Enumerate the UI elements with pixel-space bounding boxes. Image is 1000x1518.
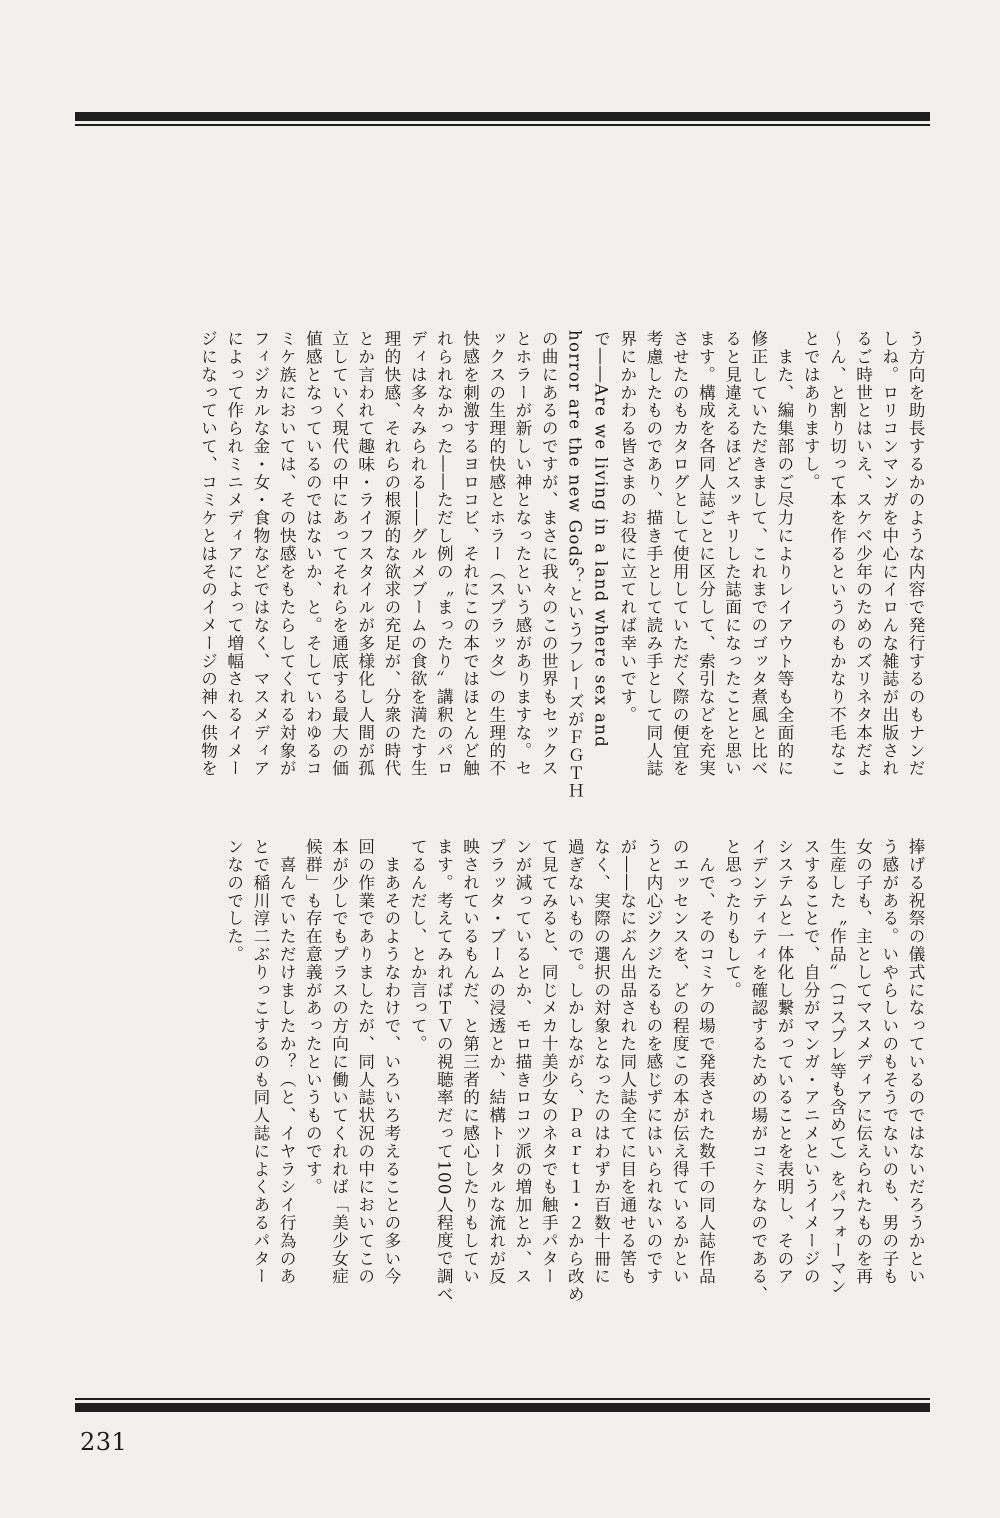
text-line: しね。ロリコンマンガを中心にイロんな雑誌が出版され — [879, 330, 899, 778]
text-line: 界にかかわる皆さまのお役に立てれば幸いです。 — [617, 330, 637, 724]
text-line: が――なにぶん出品された同人誌全てに目を通せる筈も — [617, 838, 637, 1286]
text-line: とで稲川淳二ぶりっこするのも同人誌によくあるパター — [250, 838, 270, 1286]
text-line: れられなかった――ただし例の〝まったり〟講釈のパロ — [434, 330, 454, 778]
text-line: 生産した〝作品〟（コスプレ等も含めて）をパフォーマン — [827, 838, 847, 1296]
text-line: 立していく現代の中にあってそれらを通底する最大の価 — [329, 330, 349, 778]
text-line: で――Are we living in a land where sex and — [591, 330, 611, 749]
text-line: う方向を助長するかのような内容で発行するのもナンだ — [906, 330, 925, 778]
text-line: ディは多々みられる――グルメブームの食欲を満たす生 — [408, 330, 428, 778]
text-line: 考慮したものであり、描き手として読み手として同人誌 — [643, 330, 663, 778]
text-line: させたのもカタログとして使用していただく際の便宜を — [670, 330, 690, 778]
text-line: ックスの生理的快感とホラー（スプラッタ）の生理的不 — [486, 330, 506, 778]
text-line: う感がある。いやらしいのもそうでないのも、男の子も — [879, 838, 899, 1286]
text-line: ると見違えるほどスッキリした誌面になったことと思い — [722, 330, 742, 778]
text-line: ジになっていて、コミケとはそのイメージの神へ供物を — [198, 330, 218, 778]
text-line: 候群」も存在意義があったというものです。 — [303, 838, 323, 1196]
text-line: なく、実際の選択の対象となったのはわずか百数十冊に — [591, 838, 611, 1286]
text-line: 理的快感、それらの根源的な欲求の充足が、分衆の時代 — [381, 330, 401, 778]
text-line: てるんだし、とか言って。 — [408, 838, 428, 1053]
text-line: のエッセンスを、どの程度この本が伝え得ているかとい — [670, 838, 690, 1286]
upper-text-block — [194, 330, 928, 820]
text-line: 修正していただきまして、これまでのゴッタ煮風と比べ — [748, 330, 768, 778]
page-number: 231 — [80, 1428, 128, 1456]
text-line: ンが減っているとか、モロ描きロコツ派の増加とか、ス — [512, 838, 532, 1286]
text-line: うと内心ジクジたるものを感じずにはいられないのです — [643, 838, 663, 1286]
text-line: ンなのでした。 — [224, 838, 244, 964]
text-line: フィジカルな金・女・食物などではなく、マスメディア — [250, 330, 270, 778]
text-line: 映されているもんだ、と第三者的に感心したりもしてい — [460, 838, 480, 1286]
text-line: によって作られミニメディアによって増幅されるイメー — [224, 330, 244, 778]
text-line: 回の作業でありましたが、同人誌状況の中においてこの — [355, 838, 375, 1286]
text-line: horror are the new Gods？というフレーズがＦＧＴＨ — [565, 330, 585, 801]
text-line: 本が少しでもプラスの方向に働いてくれれば「美少女症 — [329, 838, 349, 1286]
text-line: システムと一体化し繋がっていることを表明し、そのア — [774, 838, 794, 1286]
text-line: プラッタ・ブームの浸透とか、結構トータルな流れが反 — [486, 838, 506, 1286]
lower-text-block — [221, 838, 928, 1328]
text-line: るご時世とはいえ、スケベ少年のためのズリネタ本だよ — [853, 330, 873, 778]
text-line: んで、そのコミケの場で発表された数千の同人誌作品 — [696, 838, 716, 1286]
text-line: とではありますし。 — [801, 330, 821, 492]
text-line: 快感を刺激するヨロコビ、それにこの本ではほとんど触 — [460, 330, 480, 778]
text-line: ミケ族においては、その快感をもたらしてくれる対象が — [277, 330, 297, 778]
text-line: イデンティティを確認するための場がコミケなのである、 — [748, 838, 768, 1304]
text-line: 値感となっているのではないか、と。そしていわゆるコ — [303, 330, 323, 778]
text-line: 過ぎないもので。しかしながら、Ｐａｒｔ１・２から改め — [565, 838, 585, 1304]
text-line: と思ったりもして。 — [722, 838, 742, 1000]
text-line: 捧げる祝祭の儀式になっているのではないだろうかとい — [906, 838, 925, 1286]
text-line: とか言われて趣味・ライフスタイルが多様化し人間が孤 — [355, 330, 375, 778]
text-line: の曲にあるのですが、まさに我々のこの世界もセックス — [539, 330, 559, 778]
text-line: スすることで、自分がマンガ・アニメというイメージの — [801, 838, 821, 1286]
text-line: 喜んでいただけましたか？（と、イヤラシイ行為のあ — [277, 838, 297, 1286]
text-line: とホラーが新しい神となったという感がありますな。セ — [512, 330, 532, 778]
top-rule — [75, 112, 930, 121]
text-line: て見てみると、同じメカ十美少女のネタでも触手パター — [539, 838, 559, 1286]
text-line: 〜ん、と割り切って本を作るというのもかなり不毛なこ — [827, 330, 847, 778]
bottom-rule — [75, 1403, 930, 1412]
text-line: まあそのようなわけで、いろいろ考えることの多い今 — [381, 838, 401, 1286]
text-line: ます。考えてみればＴＶの視聴率だって100人程度で調べ — [434, 838, 454, 1304]
text-line: ます。構成を各同人誌ごとに区分して、索引などを充実 — [696, 330, 716, 778]
text-line: また、編集部のご尽力によりレイアウト等も全面的に — [774, 330, 794, 778]
text-line: 女の子も、主としてマスメディアに伝えられたものを再 — [853, 838, 873, 1286]
